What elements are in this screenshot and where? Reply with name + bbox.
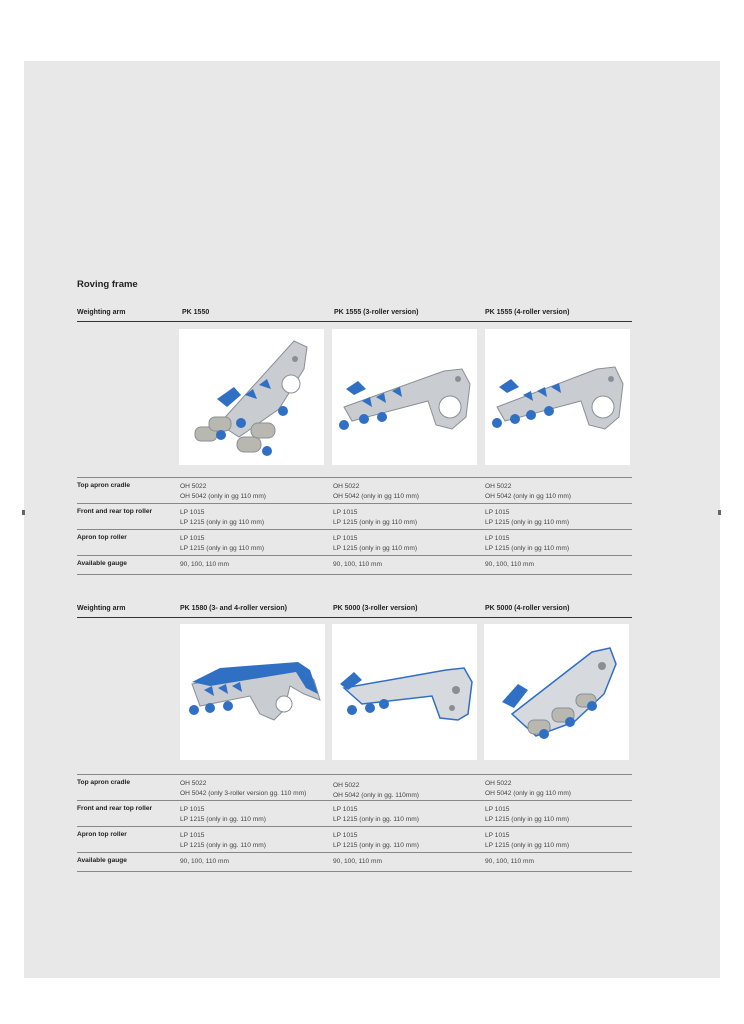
row-label: Apron top roller [77,534,127,541]
header-label: Weighting arm [77,309,126,316]
pk-1580-image [180,624,325,760]
pk-1555-4-roller-image [485,329,630,465]
column-title: PK 1580 (3- and 4-roller version) [180,605,287,612]
table-cell: 90, 100, 110 mm [180,858,229,865]
header-label: Weighting arm [77,605,126,612]
table-cell: LP 1015 LP 1215 (only in gg 110 mm) [333,509,418,526]
table-row [77,826,632,852]
crop-mark-left [22,510,25,515]
column-title: PK 1555 (3-roller version) [334,309,419,316]
table-cell: 90, 100, 110 mm [485,858,534,865]
table-cell: LP 1015 LP 1215 (only in gg 110 mm) [485,806,570,823]
table-cell: OH 5022 OH 5042 (only in gg 110 mm) [485,483,572,500]
table-cell: LP 1015 LP 1215 (only in gg 110 mm) [485,535,570,552]
table-cell: LP 1015 LP 1215 (only in gg. 110 mm) [180,806,266,823]
table-cell: 90, 100, 110 mm [485,561,534,568]
row-label: Available gauge [77,857,127,864]
table-cell: OH 5022 OH 5042 (only in gg. 110mm) [333,782,420,799]
row-label: Available gauge [77,560,127,567]
table-cell: 90, 100, 110 mm [180,561,229,568]
column-title: PK 1555 (4-roller version) [485,309,570,316]
table-bottom-rule [77,574,632,575]
column-title: PK 5000 (3-roller version) [333,605,418,612]
table-cell: LP 1015 LP 1215 (only in gg. 110 mm) [333,832,419,849]
table-row [77,477,632,503]
table-cell: LP 1015 LP 1215 (only in gg 110 mm) [485,832,570,849]
product-image [485,329,630,465]
table-bottom-rule [77,871,632,872]
table-row [77,774,632,800]
product-image [179,329,324,465]
table-cell: LP 1015 LP 1215 (only in gg. 110 mm) [180,832,266,849]
table-cell: LP 1015 LP 1215 (only in gg 110 mm) [180,535,265,552]
table-cell: LP 1015 LP 1215 (only in gg. 110 mm) [333,806,419,823]
pk-1555-3-roller-image [332,329,477,465]
row-label: Apron top roller [77,831,127,838]
pk-5000-4-roller-image [484,624,629,760]
table-cell: OH 5022 OH 5042 (only in gg 110 mm) [333,483,420,500]
table-cell: 90, 100, 110 mm [333,561,382,568]
table-header [77,309,632,322]
product-image [484,624,629,760]
table-row [77,503,632,529]
table-row [77,852,632,871]
row-label: Front and rear top roller [77,508,153,515]
table-cell: OH 5022 OH 5042 (only in gg 110 mm) [180,483,267,500]
column-title: PK 1550 [182,309,210,316]
product-image [180,624,325,760]
table-row [77,555,632,574]
table-cell: LP 1015 LP 1215 (only in gg 110 mm) [333,535,418,552]
crop-mark-right [718,510,721,515]
table-header [77,605,632,618]
table-row [77,800,632,826]
table-cell: LP 1015 LP 1215 (only in gg 110 mm) [485,509,570,526]
table-cell: LP 1015 LP 1215 (only in gg 110 mm) [180,509,265,526]
pk-1550-image [179,329,324,465]
column-title: PK 5000 (4-roller version) [485,605,570,612]
section-title: Roving frame [77,279,138,290]
product-image [332,329,477,465]
pk-5000-3-roller-image [332,624,477,760]
table-cell: OH 5022 OH 5042 (only 3-roller version gg. 110 mm) [180,780,307,797]
table-cell: OH 5022 OH 5042 (only in gg 110 mm) [485,780,572,797]
row-label: Top apron cradle [77,779,131,786]
row-label: Top apron cradle [77,482,131,489]
row-label: Front and rear top roller [77,805,153,812]
product-image [332,624,477,760]
table-cell: 90, 100, 110 mm [333,858,382,865]
table-row [77,529,632,555]
